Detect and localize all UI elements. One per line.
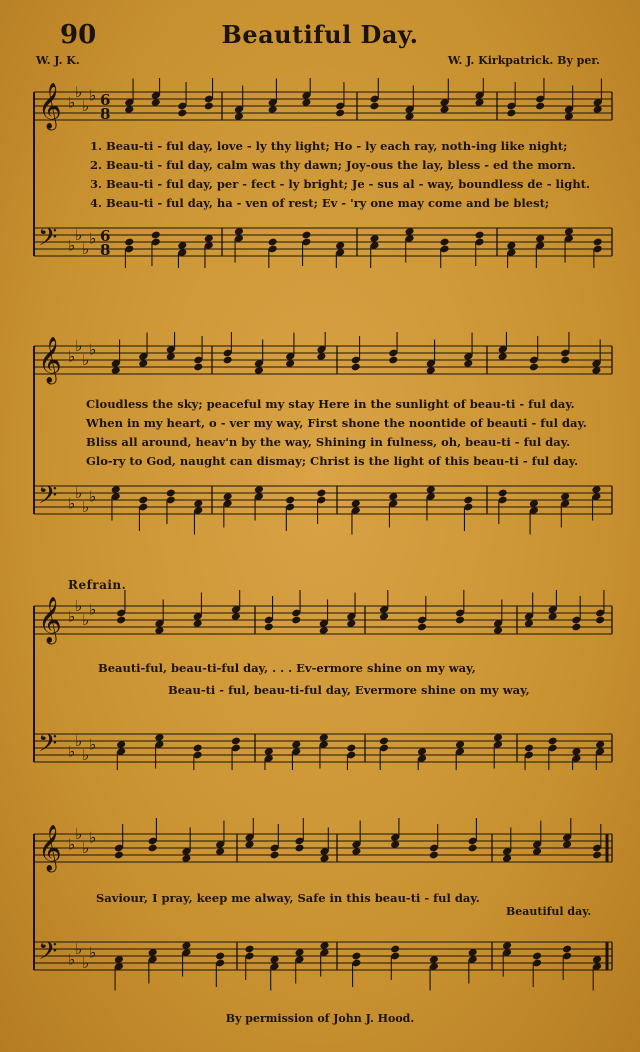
flat-sign-icon: ♭ <box>68 742 76 761</box>
composer-credit: W. J. Kirkpatrick. By per. <box>447 54 600 67</box>
note-head <box>388 356 398 365</box>
flat-sign-icon: ♭ <box>75 337 83 355</box>
flat-sign-icon: ♭ <box>82 498 90 516</box>
verse-3-line-b: Bliss all around, heav'n by the way, Shining in fulness, oh, beau-ti - ful day. <box>86 435 571 449</box>
treble-clef-icon: 𝄞 <box>38 597 62 643</box>
flat-sign-icon: ♭ <box>68 607 76 626</box>
flat-sign-icon: ♭ <box>75 825 83 843</box>
flat-sign-icon: ♭ <box>75 484 83 502</box>
note-head <box>369 102 379 111</box>
note-head <box>285 496 295 505</box>
flat-sign-icon: ♭ <box>82 954 90 972</box>
bass-clef-icon: 𝄢 <box>38 223 58 258</box>
bass-staff <box>34 228 612 256</box>
note-head <box>193 363 203 372</box>
music-system-refrain <box>0 590 640 770</box>
refrain-label: Refrain. <box>68 578 127 592</box>
note-head <box>463 496 473 505</box>
note-head <box>379 737 389 746</box>
flat-sign-icon: ♭ <box>82 351 90 369</box>
note-head <box>351 952 361 961</box>
note-head <box>193 744 203 753</box>
note-head <box>562 945 572 954</box>
note-head <box>429 851 439 860</box>
note-head <box>244 945 254 954</box>
note-head <box>529 363 539 372</box>
note-head <box>506 109 516 118</box>
verse-3-line-a: 3. Beau-ti - ful day, per - fect - ly bright; Je - sus al - way, boundless de - light. <box>90 177 590 191</box>
note-head <box>560 356 570 365</box>
note-head <box>177 109 187 118</box>
note-head <box>291 616 301 625</box>
note-head <box>138 496 148 505</box>
flat-sign-icon: ♭ <box>82 97 90 115</box>
verse-2-line-a: 2. Beau-ti - ful day, calm was thy dawn; Joy-ous the lay, bless - ed the morn. <box>90 158 576 172</box>
flat-sign-icon: ♭ <box>89 229 97 248</box>
flat-sign-icon: ♭ <box>89 86 97 105</box>
note-head <box>335 109 345 118</box>
note-head <box>268 238 278 247</box>
treble-clef-icon: 𝄞 <box>38 825 62 871</box>
note-head <box>417 623 427 632</box>
verse-1-line-a: 1. Beau-ti - ful day, love - ly thy light; Ho - ly each ray, noth-ing like night; <box>90 139 568 153</box>
treble-clef-icon: 𝄞 <box>38 83 62 129</box>
time-signature-top: 6 <box>100 227 111 245</box>
flat-sign-icon: ♭ <box>89 943 97 962</box>
verse-4-line-a: 4. Beau-ti - ful day, ha - ven of rest; Ev - 'ry one may come and be blest; <box>90 196 550 210</box>
verse-1-line-b: Cloudless the sky; peaceful my stay Here in the sunlight of beau-ti - ful day. <box>86 397 575 411</box>
flat-sign-icon: ♭ <box>68 93 76 112</box>
music-system-1 <box>0 78 640 268</box>
note-head <box>264 623 274 632</box>
note-head <box>351 363 361 372</box>
note-head <box>151 231 161 240</box>
note-head <box>595 616 605 625</box>
note-head <box>439 238 449 247</box>
flat-sign-icon: ♭ <box>89 600 97 619</box>
flat-sign-icon: ♭ <box>75 940 83 958</box>
footer-permission: By permission of John J. Hood. <box>225 1012 415 1025</box>
flat-sign-icon: ♭ <box>75 597 83 615</box>
note-head <box>166 489 176 498</box>
flat-sign-icon: ♭ <box>75 226 83 244</box>
flat-sign-icon: ♭ <box>82 611 90 629</box>
note-head <box>390 945 400 954</box>
treble-clef-icon: 𝄞 <box>38 337 62 383</box>
refrain-lyric-upper: Beauti-ful, beau-ti-ful day, . . . Ev-ermore shine on my way, <box>98 661 476 675</box>
song-title: Beautiful Day. <box>221 20 419 49</box>
bass-clef-icon: 𝄢 <box>38 729 58 764</box>
time-signature-bottom: 8 <box>100 105 111 123</box>
flat-sign-icon: ♭ <box>82 240 90 258</box>
note-head <box>535 102 545 111</box>
note-head <box>571 623 581 632</box>
final-lyric: Saviour, I pray, keep me alway, Safe in this beau-ti - ful day. <box>96 891 480 905</box>
time-signature-bottom: 8 <box>100 241 111 259</box>
flat-sign-icon: ♭ <box>68 236 76 255</box>
refrain-lyric-lower: Beau-ti - ful, beau-ti-ful day, Evermore shine on my way, <box>168 683 530 697</box>
note-head <box>294 844 304 853</box>
page-number: 90 <box>60 20 97 50</box>
flat-sign-icon: ♭ <box>68 950 76 969</box>
flat-sign-icon: ♭ <box>82 839 90 857</box>
note-head <box>524 744 534 753</box>
flat-sign-icon: ♭ <box>89 340 97 359</box>
note-head <box>498 489 508 498</box>
note-head <box>455 616 465 625</box>
flat-sign-icon: ♭ <box>89 735 97 754</box>
bass-clef-icon: 𝄢 <box>38 481 58 516</box>
flat-sign-icon: ♭ <box>89 487 97 506</box>
flat-sign-icon: ♭ <box>75 732 83 750</box>
note-head <box>124 238 134 247</box>
flat-sign-icon: ♭ <box>68 494 76 513</box>
note-head <box>215 952 225 961</box>
flat-sign-icon: ♭ <box>89 828 97 847</box>
note-head <box>114 851 124 860</box>
treble-staff <box>34 92 612 120</box>
note-head <box>204 102 214 111</box>
note-head <box>468 844 478 853</box>
note-head <box>593 238 603 247</box>
note-head <box>474 231 484 240</box>
flat-sign-icon: ♭ <box>75 83 83 101</box>
final-bass-lyric: Beautiful day. <box>506 905 592 918</box>
bass-clef-icon: 𝄢 <box>38 937 58 972</box>
note-head <box>148 844 158 853</box>
flat-sign-icon: ♭ <box>82 746 90 764</box>
note-head <box>223 356 233 365</box>
flat-sign-icon: ♭ <box>68 835 76 854</box>
note-head <box>532 952 542 961</box>
note-head <box>592 851 602 860</box>
flat-sign-icon: ♭ <box>68 347 76 366</box>
verse-4-line-b: Glo-ry to God, naught can dismay; Christ is the light of this beau-ti - ful day. <box>86 454 579 468</box>
verse-2-line-b: When in my heart, o - ver my way, First shone the noontide of beauti - ful day. <box>86 416 587 430</box>
note-head <box>346 744 356 753</box>
time-signature-top: 6 <box>100 91 111 109</box>
lyricist-credit: W. J. K. <box>36 54 80 67</box>
note-head <box>231 737 241 746</box>
note-head <box>301 231 311 240</box>
note-head <box>316 489 326 498</box>
note-head <box>269 851 279 860</box>
note-head <box>116 616 126 625</box>
note-head <box>548 737 558 746</box>
